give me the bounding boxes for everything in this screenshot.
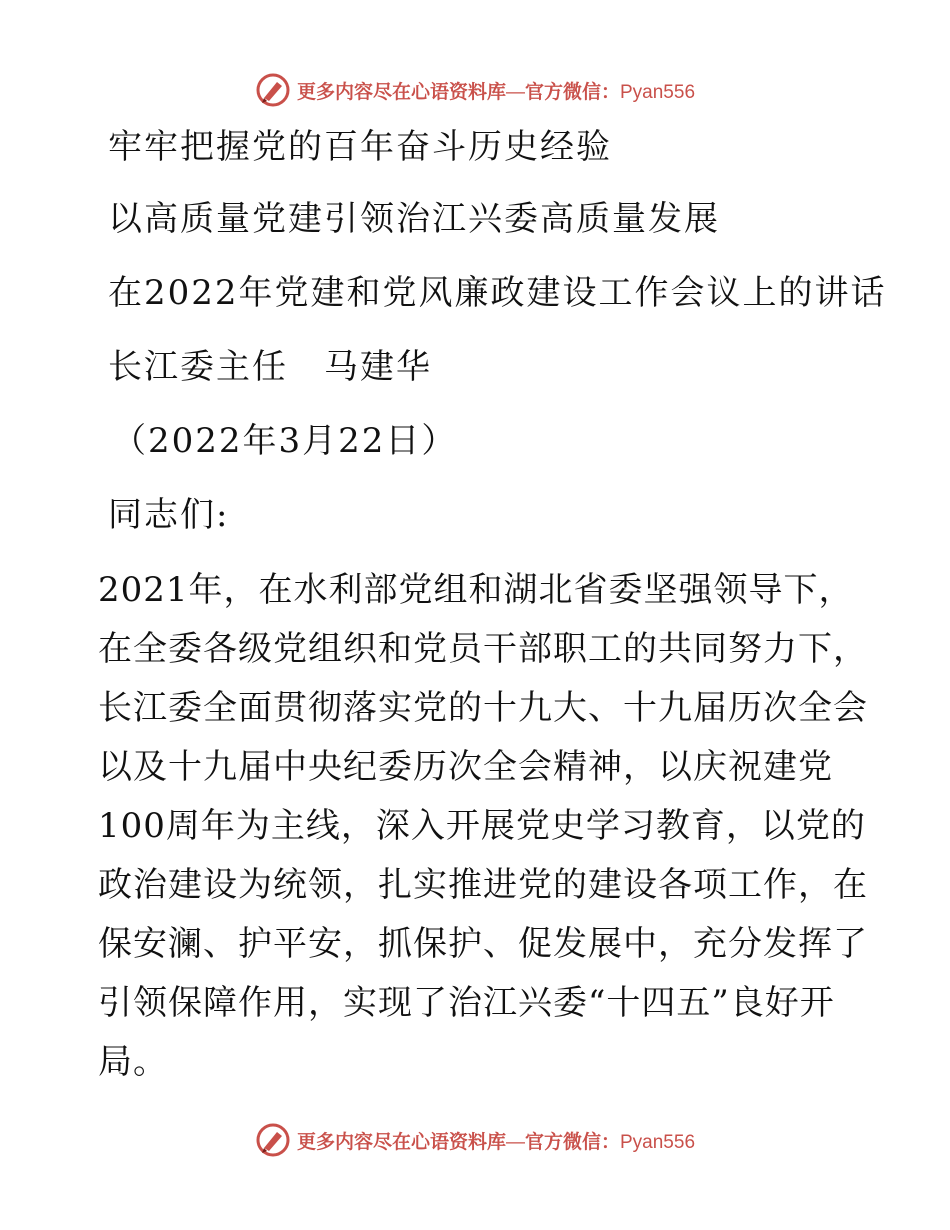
document-title-line-1: 牢牢把握党的百年奋斗历史经验: [108, 127, 612, 167]
paragraph-line: 政治建设为统领，扎实推进党的建设各项工作，在: [98, 865, 868, 905]
watermark-wechat-id: Pyan556: [620, 1131, 696, 1153]
paragraph-line: 长江委全面贯彻落实党的十九大、十九届历次全会: [98, 688, 868, 728]
paragraph-line: 局。: [98, 1042, 168, 1082]
paragraph-line: 引领保障作用，实现了治江兴委“十四五”良好开: [98, 983, 835, 1023]
paragraph-line: 2021年，在水利部党组和湖北省委坚强领导下，: [98, 570, 854, 610]
document-salutation: 同志们:: [108, 495, 230, 535]
document-title-line-2: 以高质量党建引领治江兴委高质量发展: [108, 199, 720, 239]
document-title-line-3: 在2022年党建和党风廉政建设工作会议上的讲话: [108, 273, 887, 313]
watermark-wechat-label: 官方微信：: [524, 1130, 620, 1153]
paragraph-line: 以及十九届中央纪委历次全会精神，以庆祝建党: [98, 747, 833, 787]
header-watermark-banner: [0, 70, 950, 110]
watermark-text: [297, 77, 695, 104]
pen-logo-icon: [255, 1122, 291, 1158]
paragraph-line: 100周年为主线，深入开展党史学习教育，以党的: [98, 806, 866, 846]
watermark-main-text: 更多内容尽在心语资料库: [296, 1130, 506, 1153]
document-speaker: 长江委主任 马建华: [108, 347, 432, 387]
watermark-text: [297, 1127, 695, 1154]
watermark-wechat-label: 官方微信：: [524, 80, 620, 103]
watermark-separator: —: [505, 81, 525, 103]
watermark-wechat-id: Pyan556: [620, 81, 696, 103]
document-date: （2022年3月22日）: [112, 421, 458, 461]
footer-watermark-banner: [0, 1120, 950, 1160]
paragraph-line: 在全委各级党组织和党员干部职工的共同努力下，: [98, 629, 868, 669]
watermark-separator: —: [505, 1131, 525, 1153]
paragraph-line: 保安澜、护平安，抓保护、促发展中，充分发挥了: [98, 924, 868, 964]
pen-logo-icon: [255, 72, 291, 108]
watermark-main-text: 更多内容尽在心语资料库: [296, 80, 506, 103]
